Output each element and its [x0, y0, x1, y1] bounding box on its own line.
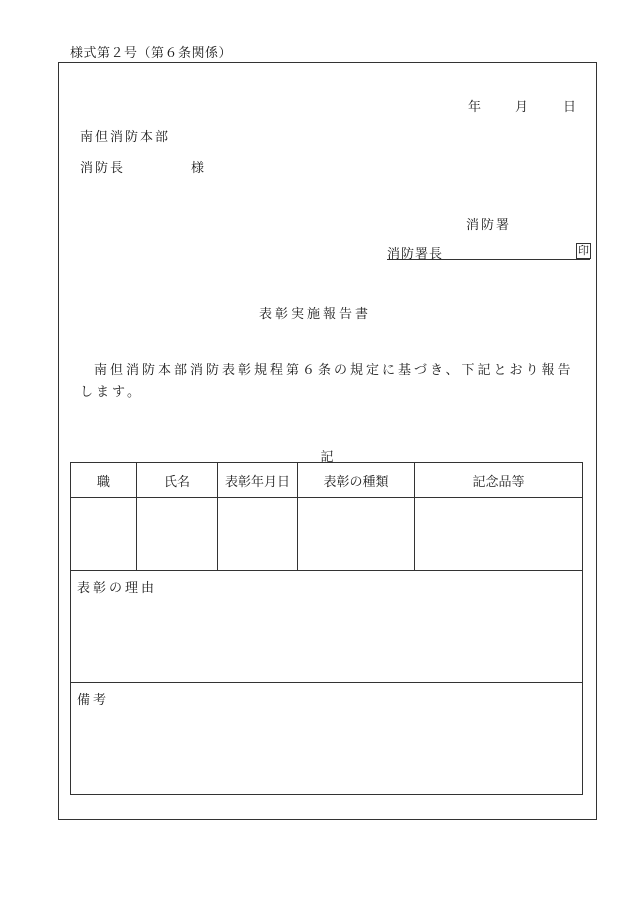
reason-row [71, 571, 583, 683]
date-day-label: 日 [563, 100, 577, 115]
cell-award-date[interactable] [218, 498, 298, 571]
cell-memorial-items[interactable] [415, 498, 583, 571]
date-month-label: 月 [515, 100, 529, 115]
table-header-row [71, 463, 583, 498]
addressee-title: 消防長 [80, 161, 126, 176]
date-year-label: 年 [468, 100, 482, 115]
document-title: 表彰実施報告書 [258, 307, 371, 322]
form-number-label: 様式第２号（第６条関係） [70, 46, 233, 61]
ki-heading: 記 [320, 450, 334, 465]
sender-station: 消防署 [466, 218, 512, 233]
header-award-type: 表彰の種類 [298, 463, 415, 498]
cell-position[interactable] [71, 498, 137, 571]
addressee-organization: 南但消防本部 [80, 130, 171, 145]
body-paragraph: 南但消防本部消防表彰規程第６条の規定に基づき、下記とおり報告します。 [80, 363, 574, 400]
notes-label: 備考 [77, 693, 110, 708]
reason-cell[interactable] [71, 571, 583, 683]
header-award-date: 表彰年月日 [218, 463, 298, 498]
table-row [71, 498, 583, 571]
cell-award-type[interactable] [298, 498, 415, 571]
notes-row [71, 683, 583, 795]
addressee-honorific: 様 [191, 161, 205, 176]
header-memorial-items: 記念品等 [415, 463, 583, 498]
seal-mark: 印 [578, 244, 589, 257]
record-table [70, 462, 583, 795]
header-position: 職 [71, 463, 137, 498]
notes-cell[interactable] [71, 683, 583, 795]
reason-label: 表彰の理由 [77, 581, 158, 596]
cell-name[interactable] [137, 498, 218, 571]
sender-chief-label: 消防署長 [387, 247, 444, 262]
header-name: 氏名 [137, 463, 218, 498]
